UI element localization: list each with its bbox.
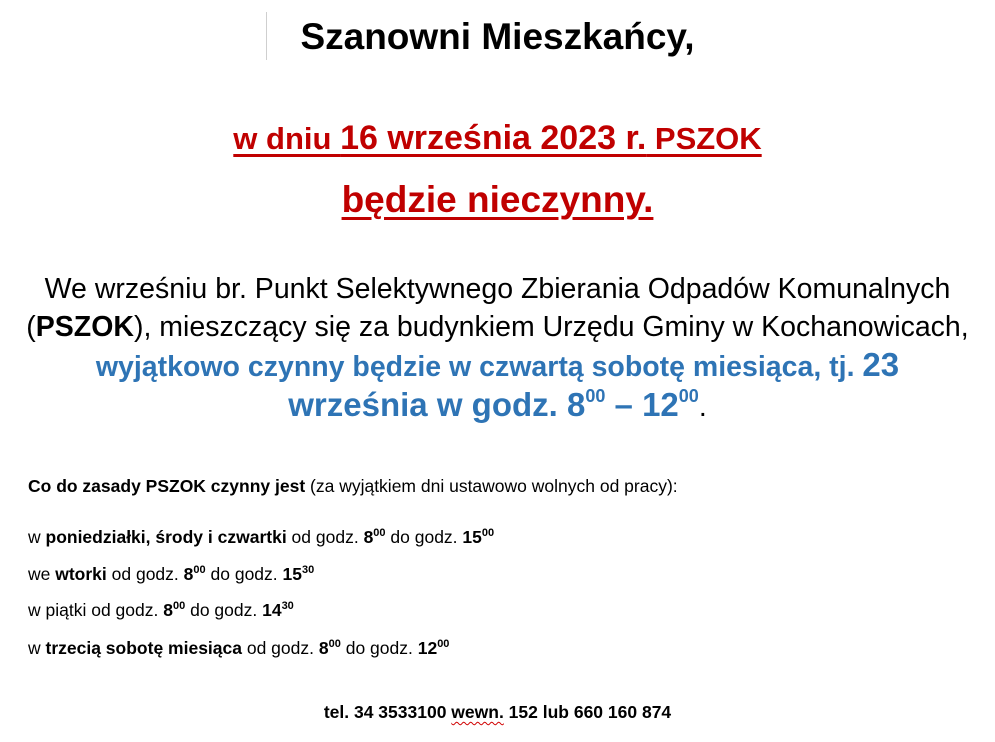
closure-date-line [0,113,995,164]
contact-phone-main: tel. 34 3533100 [323,702,452,722]
contact-extension-label: wewn. [451,702,504,722]
closure-status-line: będzie nieczynny. [341,179,654,220]
contact-phone [0,700,995,724]
schedule-from-hour: 8 [183,564,194,584]
schedule-intro [28,474,678,498]
schedule-from-minutes: 00 [172,600,186,612]
schedule-row [28,525,494,549]
schedule-prefix: we [28,564,56,584]
info-highlight-1: wyjątkowo czynny będzie w czwartą sobotę miesiąca, tj. [95,351,863,383]
info-paragraph [26,270,969,426]
schedule-prefix: w [28,527,46,547]
schedule-to-minutes: 30 [301,564,315,576]
closure-facility: PSZOK [646,121,762,156]
schedule-to-minutes: 30 [281,600,294,612]
schedule-from-label: od godz. [286,527,364,547]
schedule-from-minutes: 00 [328,638,341,650]
schedule-row [28,598,294,622]
greeting-heading: Szanowni Mieszkańcy, [300,16,695,57]
contact-phone-numbers: 152 lub 660 160 874 [503,702,672,722]
schedule-from-label: od godz. [241,638,319,658]
schedule-to-hour: 15 [282,564,302,584]
schedule-to-minutes: 00 [437,638,450,650]
schedule-prefix: w [28,638,46,658]
schedule-row [28,636,449,660]
info-end-hour: – 12 [605,386,679,423]
closure-date: 16 września 2023 r. [340,119,647,157]
schedule-to-label: do godz. [385,527,463,547]
schedule-intro-rest: (za wyjątkiem dni ustawowo wolnych od pracy): [305,476,678,496]
schedule-to-label: do godz. [340,638,418,658]
schedule-intro-bold: Co do zasady PSZOK czynny jest [28,476,306,496]
closure-prefix: w dniu [233,121,341,156]
info-text-1: We wrześniu br. Punkt Selektywnego Zbierania Odpadów Komunalnych ( [26,273,951,343]
info-start-minutes: 00 [585,386,606,406]
info-special-date: 23 września w godz. 8 [288,346,900,423]
schedule-to-hour: 15 [462,527,482,547]
schedule-to-label: do godz. [185,600,263,620]
schedule-to-label: do godz. [205,564,283,584]
schedule-from-label: od godz. [86,600,164,620]
schedule-from-label: od godz. [106,564,184,584]
schedule-to-minutes: 00 [481,527,495,539]
info-end-period: . [698,391,707,423]
schedule-from-hour: 8 [318,638,329,658]
schedule-days: wtorki [55,564,107,584]
info-text-2: ), mieszczący się za budynkiem Urzędu Gminy w Kochanowicach, [133,311,969,343]
info-acronym: PSZOK [35,311,134,343]
schedule-from-hour: 8 [363,527,374,547]
schedule-from-hour: 8 [163,600,173,620]
schedule-days: trzecią sobotę miesiąca [45,638,242,658]
schedule-prefix: w piątki [28,600,87,620]
schedule-from-minutes: 00 [193,564,206,576]
schedule-to-hour: 12 [417,638,438,658]
schedule-days: poniedziałki, środy i czwartki [45,527,287,547]
schedule-to-hour: 14 [262,600,282,620]
info-end-minutes: 00 [678,386,699,406]
schedule-row [28,562,314,586]
schedule-from-minutes: 00 [373,527,386,539]
